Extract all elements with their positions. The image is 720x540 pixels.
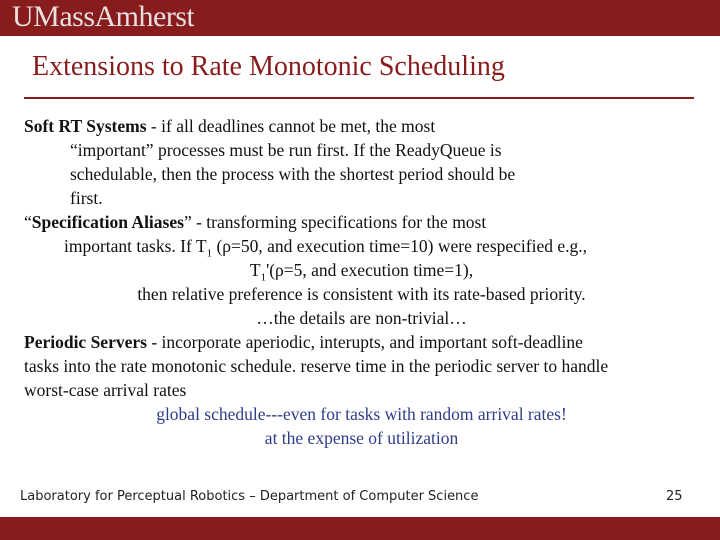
periodic-line-3: worst-case arrival rates bbox=[24, 380, 187, 400]
slide-title: Extensions to Rate Monotonic Scheduling bbox=[32, 51, 505, 82]
spec-line-4: then relative preference is consistent with its rate-based priority. bbox=[137, 284, 586, 304]
slide-body bbox=[24, 114, 699, 450]
soft-rt-line-1: Soft RT Systems - if all deadlines cannot be met, the most bbox=[24, 116, 436, 136]
header-bar bbox=[0, 0, 720, 36]
spec-term: Specification Aliases bbox=[31, 212, 184, 232]
periodic-line-1: Periodic Servers - incorporate aperiodic, interupts, and important soft-deadline bbox=[24, 332, 583, 352]
spec-line-1: “Specification Aliases” - transforming specifications for the most bbox=[24, 212, 487, 232]
periodic-line-5: at the expense of utilization bbox=[264, 428, 459, 448]
footer-bar bbox=[0, 517, 720, 540]
footer-label: Laboratory for Perceptual Robotics – Department of Computer Science bbox=[20, 489, 479, 504]
soft-rt-line-4: first. bbox=[70, 188, 103, 208]
soft-rt-term: Soft RT Systems bbox=[24, 116, 147, 136]
periodic-line-2: tasks into the rate monotonic schedule. reserve time in the periodic server to handle bbox=[24, 356, 609, 376]
spec-line-5: …the details are non-trivial… bbox=[256, 308, 467, 328]
periodic-line-4: global schedule---even for tasks with random arrival rates! bbox=[156, 404, 567, 424]
page-number: 25 bbox=[666, 489, 683, 504]
soft-rt-line-3: schedulable, then the process with the shortest period should be bbox=[70, 164, 516, 184]
university-logo: UMassAmherst bbox=[12, 2, 195, 32]
soft-rt-line-2: “important” processes must be run first. If the ReadyQueue is bbox=[70, 140, 502, 160]
title-divider bbox=[24, 97, 694, 99]
periodic-term: Periodic Servers bbox=[24, 332, 147, 352]
spec-line-2: important tasks. If $T_1$ (ρ=50, and execution time=10) were respecified e.g., bbox=[64, 236, 588, 260]
spec-line-3: $T_1'(\rho=5$, and execution time=1), bbox=[249, 260, 474, 284]
